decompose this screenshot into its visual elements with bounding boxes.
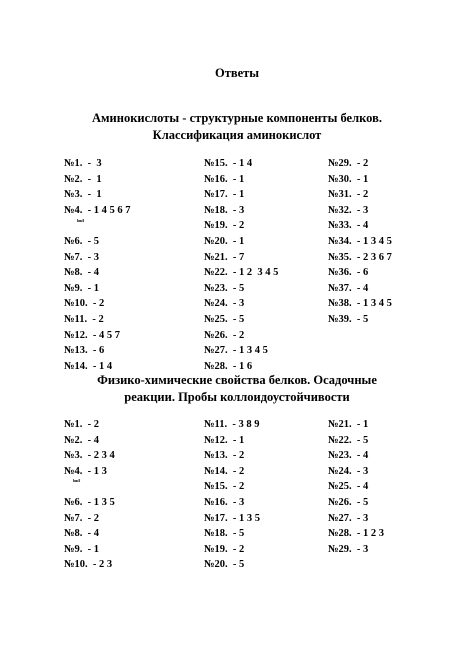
answer-item: №4. - 1 4 5 6 7: [64, 204, 131, 216]
answer-item: №28. - 1 6: [204, 360, 253, 372]
answer-item: №39. - 5: [328, 313, 369, 325]
section-heading-line: Аминокислоты - структурные компоненты белков.: [92, 111, 382, 125]
answer-item: №33. - 4: [328, 220, 369, 232]
answer-item: №30. - 1: [328, 173, 369, 185]
answer-item: №11. - 3 8 9: [204, 419, 260, 430]
answer-item: №34. - 1 3 4 5: [328, 235, 392, 247]
answer-item: №22. - 5: [328, 434, 369, 446]
answer-item: №10. - 2: [64, 298, 105, 310]
answer-item: №22. - 1 2 3 4 5: [204, 267, 279, 279]
answer-item: №27. - 1 3 4 5: [204, 345, 268, 357]
section-heading-line: Классификация аминокислот: [152, 128, 322, 142]
answer-item: №12. - 4 5 7: [64, 329, 121, 341]
answer-item: №26. - 5: [328, 496, 369, 508]
answer-item: №17. - 1: [204, 189, 245, 201]
answer-item: №9. - 1: [64, 282, 100, 294]
answer-item: №2. - 1: [64, 173, 102, 185]
answer-item: №6. - 5: [64, 235, 100, 247]
answer-item: №37. - 4: [328, 282, 369, 294]
answer-item: №19. - 2: [204, 220, 245, 232]
answer-item: №14. - 2: [204, 465, 245, 477]
answer-item: №1. - 3: [64, 158, 102, 169]
answer-item: №14. - 1 4: [64, 360, 113, 372]
answer-item: №3. - 2 3 4: [64, 450, 115, 462]
answer-item: №20. - 1: [204, 235, 245, 247]
answer-item: №32. - 3: [328, 204, 369, 216]
answer-item: №16. - 1: [204, 173, 245, 185]
answer-item: №23. - 4: [328, 450, 369, 462]
answer-item: №10. - 2 3: [64, 559, 113, 571]
answer-item: №29. - 3: [328, 543, 369, 555]
answers-column-3: [328, 417, 384, 557]
answers-column-1: [64, 156, 131, 374]
answer-item: №24. - 3: [328, 465, 369, 477]
answer-item: №38. - 1 3 4 5: [328, 298, 392, 310]
section-heading-line: реакции. Пробы коллоидоустойчивости: [124, 390, 350, 404]
section-heading-protein-properties: [0, 372, 474, 406]
answer-item: №2. - 4: [64, 434, 100, 446]
answer-item: №8. - 4: [64, 528, 100, 540]
answer-item: №3. - 1: [64, 189, 102, 201]
answer-item: №1. - 2: [64, 419, 100, 430]
answer-item: №35. - 2 3 6 7: [328, 251, 392, 263]
answer-item: №25. - 5: [204, 313, 245, 325]
answer-item: №9. - 1: [64, 543, 100, 555]
answer-item: №8. - 4: [64, 267, 100, 279]
answer-item: №21. - 1: [328, 419, 369, 430]
answer-item: №18. - 5: [204, 528, 245, 540]
answer-item: №29. - 2: [328, 158, 369, 169]
answer-item: №23. - 5: [204, 282, 245, 294]
answers-column-1: [64, 417, 115, 573]
answer-item: №26. - 2: [204, 329, 245, 341]
answer-item: №4. - 1 3: [64, 465, 107, 477]
answer-item: №15. - 2: [204, 481, 245, 493]
answer-item: [64, 479, 115, 495]
section-heading-line: Физико-химические свойства белков. Осадочные: [97, 373, 377, 387]
answer-item: №28. - 1 2 3: [328, 528, 385, 540]
answer-item: №36. - 6: [328, 267, 369, 279]
answer-item: №13. - 6: [64, 345, 105, 357]
answer-item: №21. - 7: [204, 251, 245, 263]
answers-column-2: [204, 156, 278, 374]
answer-item: №6. - 1 3 5: [64, 496, 115, 508]
answer-item: №24. - 3: [204, 298, 245, 310]
page-title: Ответы: [214, 66, 260, 80]
scribble-mark: ᵇᵘᵛ³: [77, 218, 84, 226]
answer-item: №25. - 4: [328, 481, 369, 493]
scribble-mark: ᵇᵘᵛ³: [73, 478, 80, 486]
answers-column-3: [328, 156, 392, 328]
answer-item: №31. - 2: [328, 189, 369, 201]
answer-item: №19. - 2: [204, 543, 245, 555]
answer-item: №12. - 1: [204, 434, 245, 446]
section-heading-amino-acids: [0, 110, 474, 144]
answers-column-2: [204, 417, 260, 573]
answer-item: №11. - 2: [64, 313, 104, 325]
answer-item: №13. - 2: [204, 450, 245, 462]
answer-item: №18. - 3: [204, 204, 245, 216]
answer-item: №7. - 2: [64, 512, 100, 524]
answer-item: №20. - 5: [204, 559, 245, 571]
answer-item: №15. - 1 4: [204, 158, 253, 169]
answer-item: №7. - 3: [64, 251, 100, 263]
answer-item: №17. - 1 3 5: [204, 512, 261, 524]
answer-item: №27. - 3: [328, 512, 369, 524]
answer-item: №16. - 3: [204, 496, 245, 508]
answer-item: [64, 218, 131, 234]
